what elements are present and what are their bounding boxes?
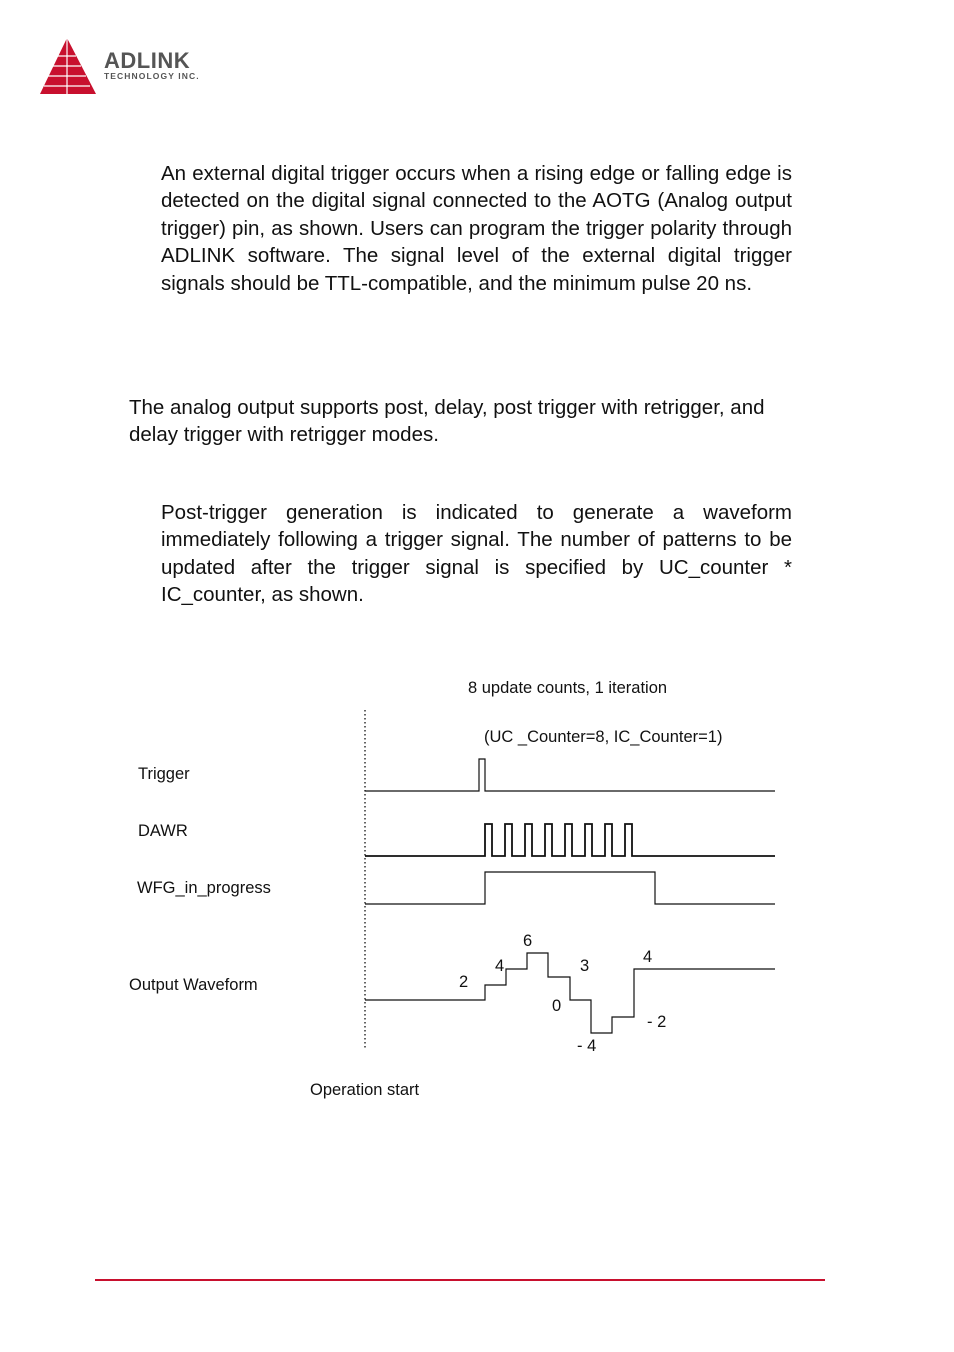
logo-subtitle: TECHNOLOGY INC.: [104, 71, 200, 81]
value-label-2: 2: [459, 973, 469, 991]
output-waveform-signal: [365, 953, 775, 1033]
trigger-label: Trigger: [138, 765, 190, 783]
wfg-label: WFG_in_progress: [137, 879, 271, 897]
output-waveform-label: Output Waveform: [129, 976, 258, 994]
wfg-signal: [365, 872, 775, 904]
paragraph-post-trigger: Post-trigger generation is indicated to generate a waveform immediately following a trigger signal. The number of patterns to be updated after the trigger signal is specified by UC_counter * IC_counter, as shown.: [161, 501, 792, 607]
trigger-signal: [365, 759, 775, 791]
paragraph-trigger-modes: The analog output supports post, delay, post trigger with retrigger, and delay trigger with retrigger modes.: [129, 396, 765, 447]
footer-rule: [95, 1279, 825, 1281]
value-label-0: 0: [552, 997, 562, 1015]
paragraph-external-trigger: An external digital trigger occurs when a rising edge or falling edge is detected on the digital signal connected to the AOTG (Analog output trigger) pin, as shown. Users can program the trigger polarity through ADLINK software. The signal level of the external digital trigger signals should be TTL-compatible, and the minimum pulse 20 ns.: [161, 162, 792, 295]
dawr-signal: [365, 824, 775, 856]
logo-name: ADLINK: [104, 48, 191, 73]
value-label-6: 6: [523, 932, 533, 950]
dawr-label: DAWR: [138, 822, 188, 840]
value-label-neg2: - 2: [647, 1013, 667, 1031]
value-label-4a: 4: [495, 957, 505, 975]
value-label-neg4: - 4: [577, 1037, 597, 1055]
value-label-4b: 4: [643, 948, 653, 966]
value-label-3: 3: [580, 957, 590, 975]
diagram-subtitle: (UC _Counter=8, IC_Counter=1): [484, 728, 723, 746]
diagram-title: 8 update counts, 1 iteration: [468, 679, 668, 697]
operation-start-label: Operation start: [310, 1081, 420, 1099]
